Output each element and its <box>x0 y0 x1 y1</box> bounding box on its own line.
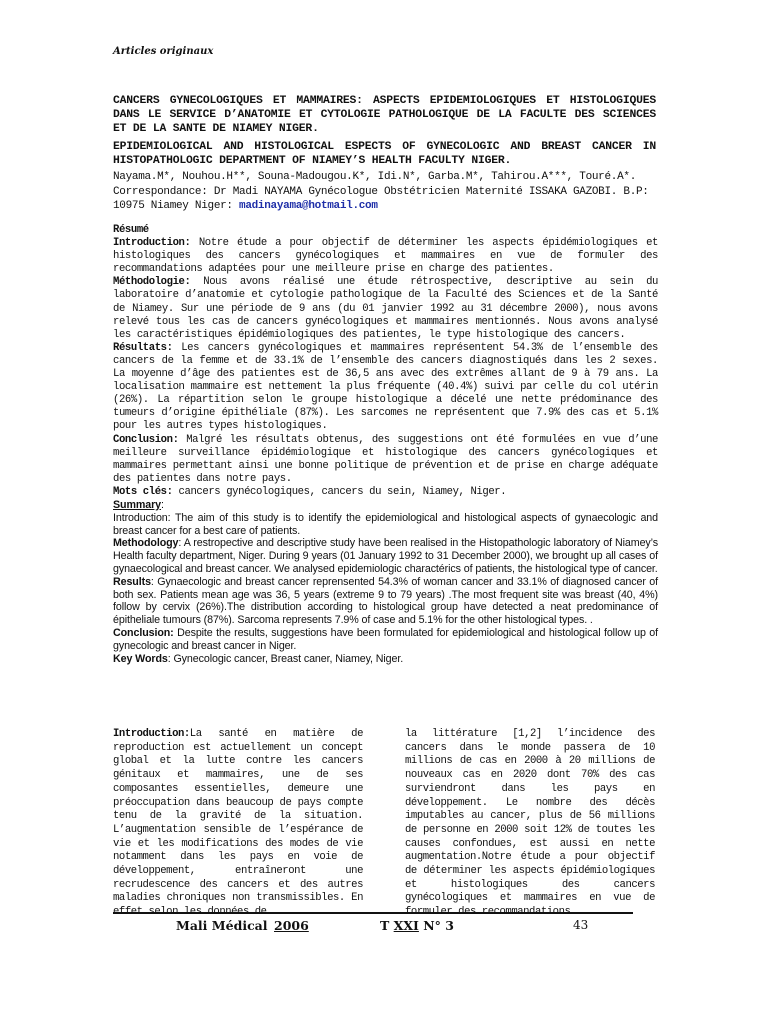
summary-conclusion <box>113 627 658 653</box>
summary-heading: Summary <box>113 498 162 511</box>
summary-keywords-text: : Gynecologic cancer, Breast caner, Niamey, Niger. <box>167 652 404 665</box>
section-label: Articles originaux <box>113 46 214 57</box>
abstract <box>113 224 658 665</box>
summary-conclusion-label: Conclusion: <box>113 626 174 639</box>
body-left-text: La santé en matière de reproduction est actuellement un concept global et la lutte contre les cancers génitaux et mammaires, une de ses composantes essentielles, demeure une préoccupation dans beaucoup de pays compte tenu de la gravité de la situation. L’augmentation sensible de l’espérance de vie et les modifications des modes de vie notamment dans les pays en voie de développement, entraîneront une recrudescence des cancers et des autres maladies chroniques non transmissibles. En <box>113 728 363 905</box>
correspondence <box>113 185 658 214</box>
correspondence-text: Correspondance: Dr Madi NAYAMA Gynécologue Obstétricien Maternité ISSAKA GAZOBI. B.P: 10975 Niamey Niger: <box>113 185 649 213</box>
resume-intro-label: Introduction: <box>113 237 191 250</box>
summary-method-text: : A restropective and descriptive study have been realised in the Histopathologic laboratory of Niamey’s Health faculty department, Niger. During 9 years (01 January 1992 to 31 December 2000), we brought up all cases of gynaecological and breast cancer. We analysed epidemiologic charactérics of patients, the histological type of cancer. <box>113 537 658 575</box>
summary-results-label: Results <box>113 575 151 588</box>
body-intro-label: Introduction: <box>113 728 190 740</box>
summary-method-label: Methodology <box>113 537 179 550</box>
summary-keywords-label: Key Words <box>113 652 168 665</box>
resume-keywords <box>113 486 658 499</box>
authors-block <box>113 170 658 214</box>
summary-heading-colon: : <box>161 498 164 511</box>
footer-journal: Mali Médical <box>176 918 268 933</box>
footer-page-number: 43 <box>573 918 589 932</box>
author-list: Nayama.M*, Nouhou.H**, Souna-Madougou.K*, Idi.N*, Garba.M*, Tahirou.A***, Touré.A*. <box>113 171 636 183</box>
resume-methodologie <box>113 276 658 341</box>
resume-conclusion-text: Malgré les résultats obtenus, des suggestions ont été formulées en vue d’une meilleure surveillance épidémiologique et histologique des cancers gynécologiques et mammaires permettant ainsi une bonne politique de prévention et de prise en charge adéquate des patientes dans notre pays. <box>113 433 658 485</box>
summary-block <box>113 499 658 665</box>
resume-intro-text: Notre étude a pour objectif de déterminer les aspects épidémiologiques et histologiques des cancers gynécologiques et mammaires en vue de formuler des recommandations adaptées pour une meilleure prise en charge des patientes. <box>113 237 658 276</box>
title-english: EPIDEMIOLOGICAL AND HISTOLOGICAL ESPECTS OF GYNECOLOGIC AND BREAST CANCER IN HISTOPATHOLOGIC DEPARTMENT OF NIAMEY’S HEALTH FACULTY NIGER. <box>113 141 656 167</box>
summary-results-text: : Gynaecologic and breast cancer reprensented 54.3% of woman cancer and 33.1% of diagnosed cancer of both sex. Patients mean age was 36, 5 years (extreme 9 to 79 years) .The most frequent site was breast (40, 4%) follow by cervix (26%).The distribution according to histological group have detected a neat predominance of épitheliale tumours (87%). Sarcoma represents 7.9% of case and 5.1% for the other histological types. . <box>113 575 658 627</box>
resume-heading: Résumé <box>113 224 149 236</box>
resume-results-label: Résultats: <box>113 341 173 354</box>
resume-results-text: Les cancers gynécologiques et mammaires représentent 54.3% de l’ensemble des cancers de la femme et de 33.1% de l’ensemble des cancers diagnostiqués dans les 2 sexes. La moyenne d’âge des patientes est de 36,5 ans avec des extrêmes allant de 9 à 79 ans. La localisation mammaire est nettement la plus fréquente (40.4%) suivi par celle du col utérin (26%). La répartition selon le groupe histologique a décelé une nette prédominance des tumeurs d’origine épithéliale (87%). Les sarcomes ne représentent que 7.9% des cas et 5.1% pour les autres types histologiques. <box>113 341 658 433</box>
footer-vol-suffix: N° 3 <box>418 918 454 933</box>
footer-vol-number: XXI <box>393 918 419 933</box>
title-french: CANCERS GYNECOLOGIQUES ET MAMMAIRES: ASPECTS EPIDEMIOLOGIQUES ET HISTOLOGIQUES DANS LE SERVICE D’ANATOMIE ET CYTOLOGIE PATHOLOGIQUE DE LA FACULTE DES SCIENCES ET DE LA SANTE DE NIAMEY NIGER. <box>113 95 656 135</box>
resume-method-text: Nous avons réalisé une étude rétrospective, descriptive au sein du laboratoire d’anatomie et cytologie pathologique de la Faculté des Sciences et de la Santé de Niamey. Sur une période de 9 ans (du 01 janvier 1992 au 31 décembre 2000), nous avons relevé tous les cas de cancers gynécologiques et mammaires mentionnés. Nous avons analysé les caractéristiques épidémiologiques des patientes, le type histologique des cancers. <box>113 276 658 341</box>
body-column-left <box>113 728 363 920</box>
footer-rule <box>113 912 633 914</box>
resume-resultats <box>113 342 658 434</box>
resume-introduction <box>113 237 658 276</box>
email-link[interactable]: madinayama@hotmail.com <box>239 200 378 213</box>
resume-keywords-text: cancers gynécologiques, cancers du sein, Niamey, Niger. <box>172 485 507 498</box>
footer-year: 2006 <box>274 918 309 933</box>
body-column-right: la littérature [1,2] l’incidence des cancers dans le monde passera de 10 millions de cas en 2000 à 20 millions de nouveaux cas en 2020 dont 70% des cas surviendront dans les pays en développement. Le nombre des décès imputables au cancer, plus de 56 millions de personne en 2000 soit 12% de toutes les causes confondues, est aussi en nette augmentation.Notre étude a pour objectif de déterminer les aspects épidémiologiques et histologiques des cancers gynécologiques et mammaires en vue de <box>405 728 655 905</box>
resume-method-label: Méthodologie: <box>113 276 191 289</box>
summary-conclusion-text: Despite the results, suggestions have been formulated for epidemiological and histological follow up of gynecologic and breast cancer in Niger. <box>113 626 658 652</box>
resume-keywords-label: Mots clés: <box>113 485 173 498</box>
summary-introduction: Introduction: The aim of this study is to identify the epidemiological and histological aspects of gynaecologic and breast cancer for a best care of patients. <box>113 511 658 537</box>
footer-volume <box>380 918 454 933</box>
resume-conclusion-label: Conclusion: <box>113 433 179 446</box>
footer-vol-prefix: T <box>380 918 394 933</box>
summary-results <box>113 576 658 627</box>
summary-methodology <box>113 537 658 575</box>
summary-keywords <box>113 653 658 666</box>
resume-conclusion <box>113 434 658 486</box>
